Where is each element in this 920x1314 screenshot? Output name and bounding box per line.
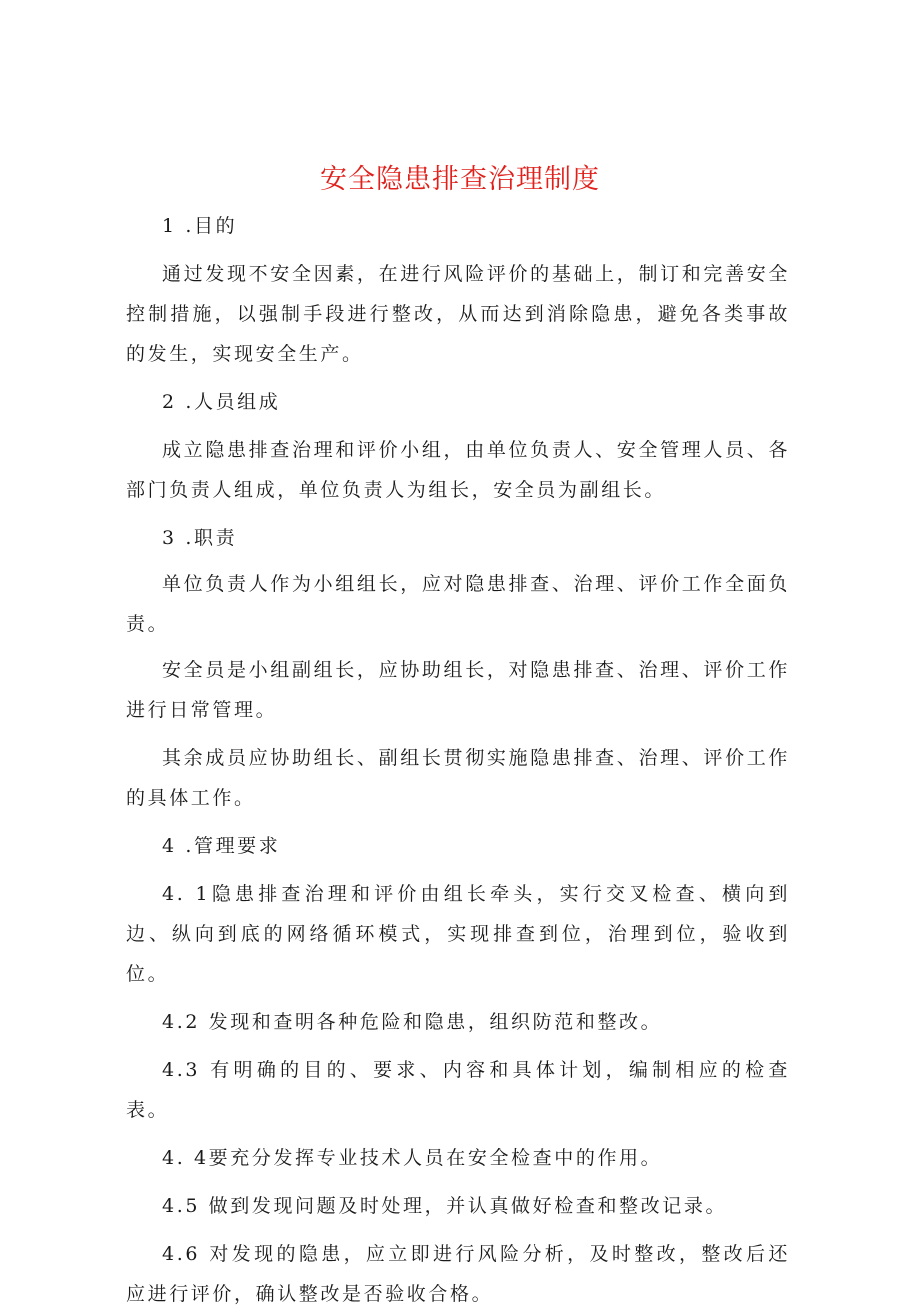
paragraph-requirement-4-5: 4.5 做到发现问题及时处理，并认真做好检查和整改记录。	[162, 1195, 728, 1217]
section-heading-duties: 3 .职责	[162, 527, 238, 549]
paragraph-requirement-4-3: 4.3 有明确的目的、要求、内容和具体计划，编制相应的检查表。	[126, 1059, 790, 1121]
section-heading-purpose: 1 .目的	[162, 215, 238, 237]
paragraph-members: 成立隐患排查治理和评价小组，由单位负责人、安全管理人员、各部门负责人组成，单位负责人为组长，安全员为副组长。	[126, 439, 790, 501]
paragraph-requirement-4-2: 4.2 发现和查明各种危险和隐患，组织防范和整改。	[162, 1011, 663, 1033]
section-heading-requirements: 4 .管理要求	[162, 835, 281, 857]
document-body	[126, 206, 790, 1314]
document-title: 安全隐患排查治理制度	[320, 164, 600, 195]
paragraph-duty-members: 其余成员应协助组长、副组长贯彻实施隐患排查、治理、评价工作的具体工作。	[126, 747, 790, 809]
paragraph-requirement-4-6: 4.6 对发现的隐患，应立即进行风险分析，及时整改，整改后还应进行评价，确认整改是否验收合格。	[126, 1243, 790, 1305]
paragraph-duty-leader: 单位负责人作为小组组长，应对隐患排查、治理、评价工作全面负责。	[126, 573, 790, 635]
section-heading-members: 2 .人员组成	[162, 391, 281, 413]
paragraph-requirement-4-1: 4. 1隐患排查治理和评价由组长牵头，实行交叉检查、横向到边、纵向到底的网络循环模式，实现排查到位，治理到位，验收到位。	[126, 883, 790, 985]
paragraph-purpose: 通过发现不安全因素，在进行风险评价的基础上，制订和完善安全控制措施，以强制手段进行整改，从而达到消除隐患，避免各类事故的发生，实现安全生产。	[126, 263, 790, 365]
paragraph-duty-deputy: 安全员是小组副组长，应协助组长，对隐患排查、治理、评价工作进行日常管理。	[126, 659, 790, 721]
paragraph-requirement-4-4: 4. 4要充分发挥专业技术人员在安全检查中的作用。	[162, 1147, 663, 1169]
